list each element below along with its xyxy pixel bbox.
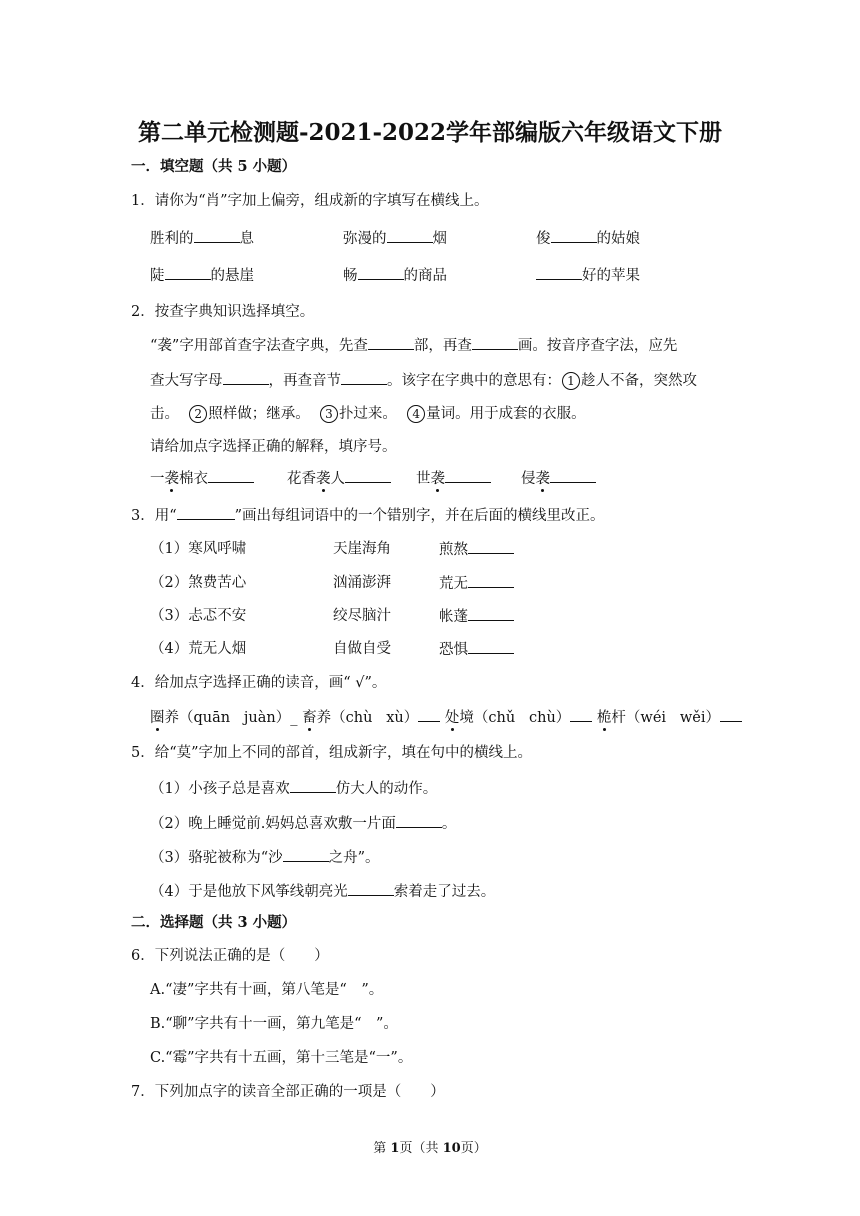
question-3-row: 自做自受 [333, 641, 391, 657]
question-3-row: （1）寒风呼啸 [150, 541, 247, 557]
question-2-word-2: 花香袭人 [287, 468, 391, 489]
question-3-row: （3）忐忑不安 [150, 608, 247, 624]
question-4-stem: 4．给加点字选择正确的读音，画“ √”。 [131, 675, 387, 691]
question-2-stem: 2．按查字典知识选择填空。 [131, 304, 315, 320]
question-3-row: 绞尽脑汁 [333, 608, 391, 624]
question-2-word-4: 侵袭 [521, 468, 596, 489]
question-1-stem: 1．请你为“肖”字加上偏旁，组成新的字填写在横线上。 [131, 193, 489, 209]
circled-number: 4 [407, 405, 425, 423]
question-1-item: 好的苹果 [536, 265, 640, 286]
question-7-stem: 7．下列加点字的读音全部正确的一项是（ ） [131, 1084, 445, 1100]
question-3-row: 煎熬 [439, 539, 514, 560]
question-5-stem: 5．给“莫”字加上不同的部首，组成新字，填在句中的横线上。 [131, 745, 533, 761]
circled-number: 1 [562, 372, 580, 390]
question-6-option-c: C.“霉”字共有十五画，第十三笔是“一”。 [150, 1050, 413, 1066]
question-5-sentence: （2）晚上睡觉前.妈妈总喜欢敷一片面 。 [150, 813, 456, 834]
question-3-row: 汹涌澎湃 [333, 575, 391, 591]
question-5-sentence: （3）骆驼被称为“沙 之舟”。 [150, 847, 380, 868]
circled-number: 2 [189, 405, 207, 423]
question-3-row: 天崖海角 [333, 541, 391, 557]
question-3-row: （4）荒无人烟 [150, 641, 247, 657]
page-footer: 第 1页（共 10页） [373, 1141, 487, 1156]
question-2-line-3: 击。 2 照样做；继承。 3 扑过来。 4 量词。用于成套的衣服。 [150, 406, 586, 422]
question-1-item: 畅 的商品 [343, 265, 447, 286]
question-3-row: 帐蓬 [439, 606, 514, 627]
circled-number: 3 [320, 405, 338, 423]
question-2-word-3: 世袭 [416, 468, 491, 489]
question-1-item: 胜利的 息 [150, 228, 254, 249]
question-2-line-2: 查大写字母 ，再查音节 。该字在字典中的意思有： 1 趁人不备，突然攻 [150, 370, 697, 391]
question-2-line-4: 请给加点字选择正确的解释，填序号。 [150, 439, 397, 455]
section-heading-choice: 二．选择题（共 3 小题） [131, 914, 297, 931]
question-2-line-1: “袭”字用部首查字法查字典，先查 部，再查 画。按音序查字法，应先 [150, 335, 677, 356]
question-5-sentence: （1）小孩子总是喜欢 仿大人的动作。 [150, 778, 437, 799]
question-1-item: 弥漫的 烟 [343, 228, 447, 249]
question-1-item: 俊 的姑娘 [536, 228, 640, 249]
question-3-row: 恐惧 [439, 639, 514, 660]
question-6-option-a: A.“凄”字共有十画，第八笔是“ ”。 [150, 982, 384, 998]
question-3-row: （2）煞费苦心 [150, 575, 247, 591]
question-6-stem: 6．下列说法正确的是（ ） [131, 948, 329, 964]
question-6-option-b: B.“聊”字共有十一画，第九笔是“ ”。 [150, 1016, 398, 1032]
question-5-sentence: （4）于是他放下风筝线朝亮光 索着走了过去。 [150, 881, 495, 902]
question-4-options: 圈养（quān juàn）_ 畜养（chù xù） 处境（chǔ chù） 桅杆（wéi wěi） [150, 707, 742, 728]
question-1-item: 陡 的悬崖 [150, 265, 254, 286]
question-2-word-1: 一袭棉衣 [150, 468, 254, 489]
question-3-row: 荒无 [439, 573, 514, 594]
section-heading-fill-blank: 一．填空题（共 5 小题） [131, 158, 297, 175]
question-3-stem: 3．用“ ”画出每组词语中的一个错别字，并在后面的横线里改正。 [131, 505, 605, 526]
page-title: 第二单元检测题-2021-2022学年部编版六年级语文下册 [137, 119, 723, 146]
